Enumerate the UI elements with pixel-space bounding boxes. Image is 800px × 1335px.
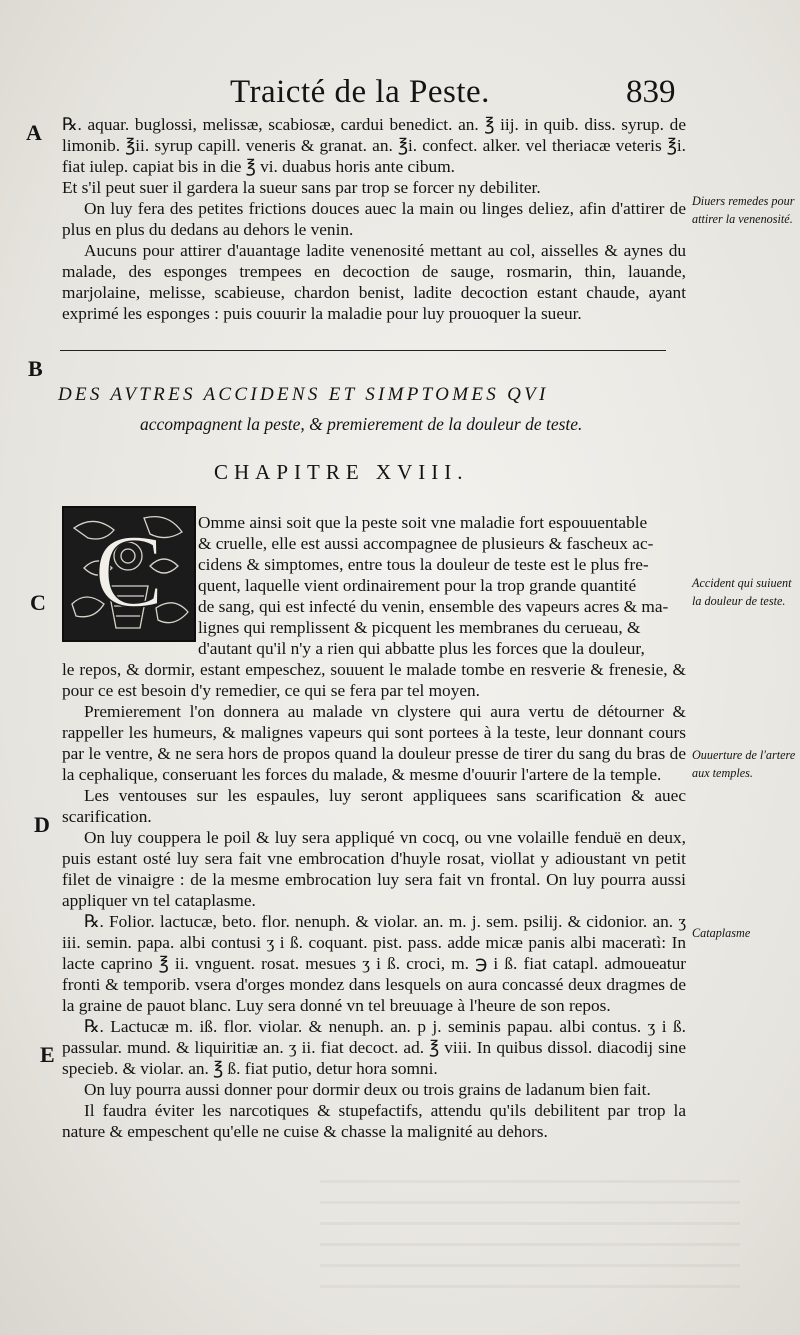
margin-letter-e: E [40,1042,55,1067]
text-line: de sang, qui est infecté du venin, ensemble des vapeurs acres & ma- [198,597,669,616]
margin-letter-b: B [28,356,43,381]
section-heading: DES AVTRES ACCIDENS ET SIMPTOMES QVI [58,384,549,405]
page-running-title: Traicté de la Peste. [230,74,490,110]
section-subheading: accompagnent la peste, & premierement de la douleur de teste. [140,414,583,434]
dropcap-ornament [62,506,196,642]
text-line: cidens & simptomes, entre tous la douleur de teste est le plus fre- [198,555,649,574]
margin-note: Ouuerture de l'artere aux temples. [692,748,796,780]
margin-letter-c: C [30,590,46,615]
margin-note: Accident qui suiuent la douleur de teste. [692,576,792,608]
body-paragraph: Les ventouses sur les espaules, luy seront appliquees sans scarification & auec scarification. [62,786,686,826]
chapter-body [62,659,686,1142]
text-line: & cruelle, elle est aussi accompagnee de plusieurs & fascheux ac- [198,534,654,553]
bleed-through-texture [320,1180,740,1300]
page-number: 839 [626,74,676,110]
intro-text [62,114,686,324]
body-paragraph: Premierement l'on donnera au malade vn clystere qui aura vertu de détourner & rappeller les humeurs, & malignes vapeurs qui sont portees à la teste, leur donnant cours par le ventre, & ne sera hors de propos quand la douleur presse de tirer du sang du bras de la cephalique, conseruant les forces du malade, & mesme d'ouurir l'artere de la temple. [62,702,686,784]
text-line: d'autant qu'il n'y a rien qui abbatte plus les forces que la douleur, [198,639,645,658]
dropcap-letter: C [94,514,164,629]
margin-letter-d: D [34,812,50,837]
chapter-opening-lines [198,512,686,659]
body-paragraph: Et s'il peut suer il gardera la sueur sans par trop se forcer ny debiliter. [62,178,541,197]
body-paragraph: Il faudra éviter les narcotiques & stupefactifs, attendu qu'ils debilitent par trop la nature & empeschent qu'elle ne cuise & chasse la malignité au dehors. [62,1101,686,1141]
prescription-paragraph: ℞. aquar. buglossi, melissæ, scabiosæ, cardui benedict. an. ℥ iij. in quib. diss. syrup. de limonib. ℥ii. syrup capill. veneris & granat. an. ℥i. confect. alker. vel theriacæ veteris ℥i. fiat iulep. capiat bis in die ℥ vi. duabus horis ante cibum. [62,115,686,176]
floral-ornament-icon [64,508,194,640]
prescription-paragraph: ℞. Lactucæ m. iß. flor. violar. & nenuph. an. p j. seminis papau. albi contus. ʒ i ß. passular. mund. & liquiritiæ an. ʒ ii. fiat decoct. ad. ℥ viii. In quibus dissol. diacodij sine specieb. & violar. an. ℥ ß. fiat putio, detur hora somni. [62,1017,686,1078]
body-paragraph: On luy pourra aussi donner pour dormir deux ou trois grains de ladanum bien fait. [84,1080,651,1099]
running-head [0,74,800,114]
body-paragraph: On luy couppera le poil & luy sera appliqué vn cocq, ou vne volaille fenduë en deux, puis estant osté luy sera fait vne embrocation d'huyle rosat, viollat y adioustant vn petit filet de vinaigre : de la mesme embrocation luy sera fait vn frontal. On luy pourra aussi appliquer vn tel cataplasme. [62,828,686,910]
prescription-paragraph: ℞. Folior. lactucæ, beto. flor. nenuph. & violar. an. m. j. sem. psilij. & cidonior. an. ʒ iii. semin. papa. albi contusi ʒ i ß. coquant. pist. pass. adde micæ panis albi maceratì: In lacte caprino ℥ ii. vnguent. rosat. mesues ʒ i ß. croci, m. ℈ i ß. fiat catapl. admoueatur fronti & temporib. vsera d'orges mondez dans lesquels on aura concassé deux dragmes de la graine de pauot blanc. Luy sera donné vn tel breuuage à l'heure de son repos. [62,912,686,1015]
body-paragraph: Aucuns pour attirer d'auantage ladite venenosité mettant au col, aisselles & aynes du malade, des esponges trempees en decoction de sauge, rosmarin, thin, lauande, marjolaine, melisse, scabieuse, chardon benist, ladite decoction estant chaude, ayant exprimé les esponges : puis couurir la maladie pour luy prouoquer la sueur. [62,241,686,323]
text-line: lignes qui remplissent & picquent les membranes du cerueau, & [198,618,641,637]
body-paragraph: le repos, & dormir, estant empeschez, souuent le malade tombe en resverie & frenesie, & pour ce est besoin d'y remedier, ce qui se fera par tel moyen. [62,660,686,700]
chapter-title: CHAPITRE XVIII. [214,460,469,484]
body-paragraph: On luy fera des petites frictions douces auec la main ou linges deliez, afin d'attirer de plus en plus du dedans au dehors le venin. [62,199,686,239]
margin-note: Cataplasme [692,926,751,940]
text-line: Omme ainsi soit que la peste soit vne maladie fort espouuentable [198,513,648,532]
margin-note: Diuers remedes pour attirer la venenosité. [692,194,795,226]
section-divider [60,350,666,351]
text-line: quent, laquelle vient ordinairement pour la trop grande quantité [198,576,637,595]
margin-letter-a: A [26,120,42,145]
